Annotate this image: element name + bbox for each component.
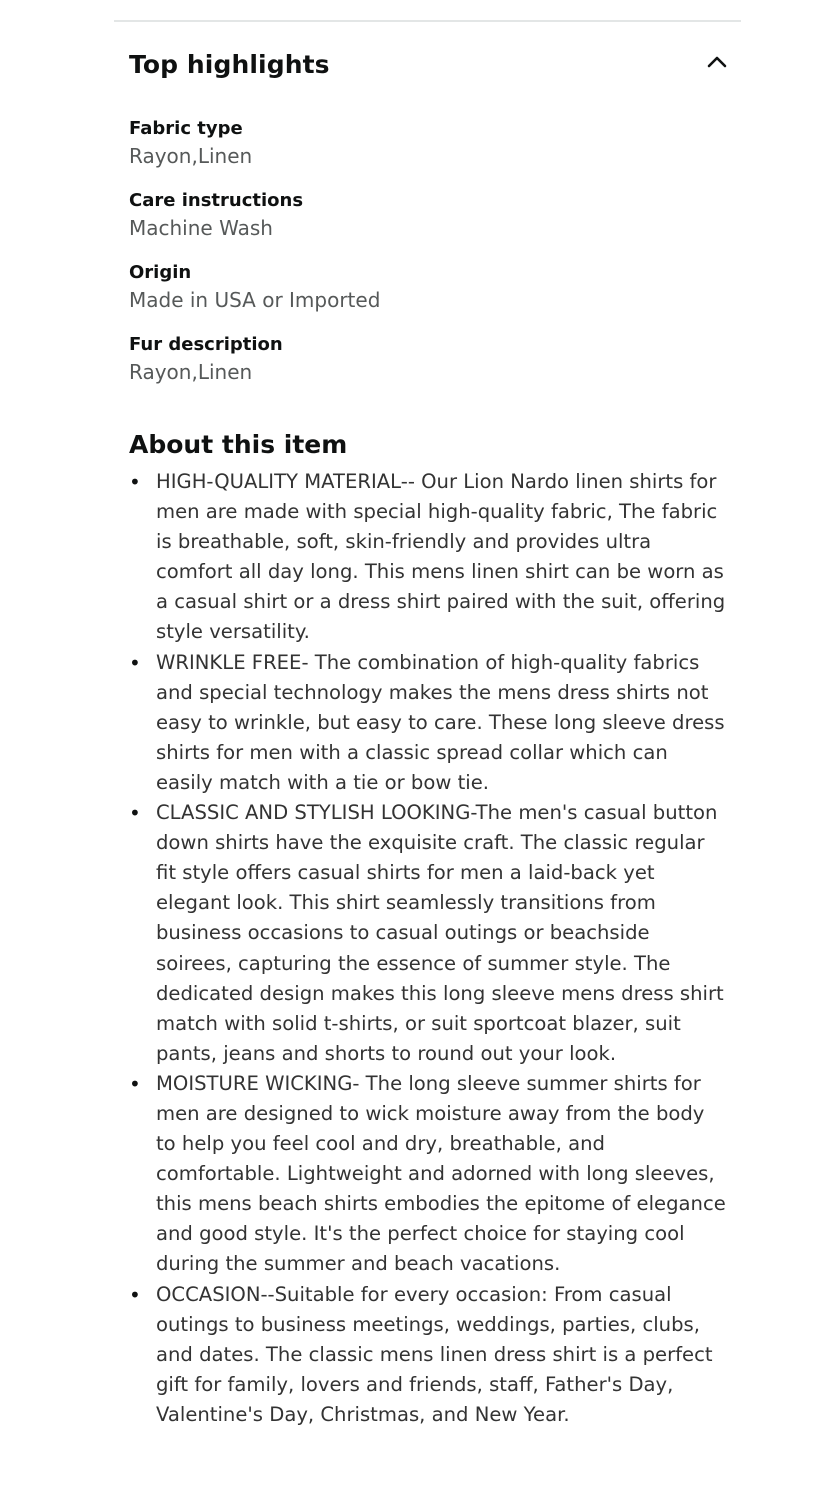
chevron-up-icon[interactable] [705,50,729,74]
top-highlights-header[interactable] [129,44,729,88]
highlight-label: Care instructions [129,190,304,211]
highlight-fabric-type [129,117,729,189]
list-item [129,798,729,1069]
bullet-text: OCCASION--Suitable for every occasion: From casual outings to business meetings, weddings, parties, clubs, and dates. The classic mens linen dress shirt is a perfect gift for family, lovers and friends, staff, Father's Day, Valentine's Day, Christmas, and New Year. [156,1282,713,1426]
top-highlights-list [129,117,729,405]
top-highlights-title: Top highlights [129,50,330,79]
highlight-care-instructions [129,189,729,261]
bullet-text: MOISTURE WICKING- The long sleeve summer shirts for men are designed to wick moisture away from the body to help you feel cool and dry, breathable, and comfortable. Lightweight and adorned with long sleeves, this mens beach shirts embodies the epitome of elegance and good style. It's the perfect choice for staying cool during the summer and beach vacations. [156,1071,726,1276]
highlight-fur-description [129,333,729,405]
bullet-icon: • [129,1282,141,1307]
highlight-value: Made in USA or Imported [129,288,381,312]
bullet-text: CLASSIC AND STYLISH LOOKING-The men's casual button down shirts have the exquisite craft. The classic regular fit style offers casual shirts for men a laid-back yet elegant look. This shirt seamlessly transitions from business occasions to casual outings or beachside soirees, capturing the essence of summer style. The dedicated design makes this long sleeve mens dress shirt match with solid t-shirts, or suit sportcoat blazer, suit pants, jeans and shorts to round out your look. [156,801,724,1065]
about-bullet-list [129,467,729,1430]
about-this-item-title: About this item [129,430,348,459]
highlight-value: Rayon,Linen [129,144,253,168]
highlight-label: Fur description [129,334,283,355]
bullet-icon: • [129,801,141,826]
bullet-text: HIGH-QUALITY MATERIAL-- Our Lion Nardo linen shirts for men are made with special high-quality fabric, The fabric is breathable, soft, skin-friendly and provides ultra comfort all day long. This mens linen shirt can be worn as a casual shirt or a dress shirt paired with the suit, offering style versatility. [156,470,726,644]
highlight-origin [129,261,729,333]
bullet-icon: • [129,650,141,675]
list-item [129,1280,729,1430]
section-divider [114,20,741,22]
list-item [129,467,729,648]
highlight-label: Fabric type [129,118,243,139]
bullet-icon: • [129,470,141,494]
list-item [129,1069,729,1280]
highlight-value: Rayon,Linen [129,360,253,384]
highlight-value: Machine Wash [129,216,273,240]
list-item [129,648,729,798]
bullet-text: WRINKLE FREE- The combination of high-quality fabrics and special technology makes the mens dress shirts not easy to wrinkle, but easy to care. These long sleeve dress shirts for men with a classic spread collar which can easily match with a tie or bow tie. [156,650,725,794]
bullet-icon: • [129,1071,141,1096]
highlight-label: Origin [129,262,192,283]
